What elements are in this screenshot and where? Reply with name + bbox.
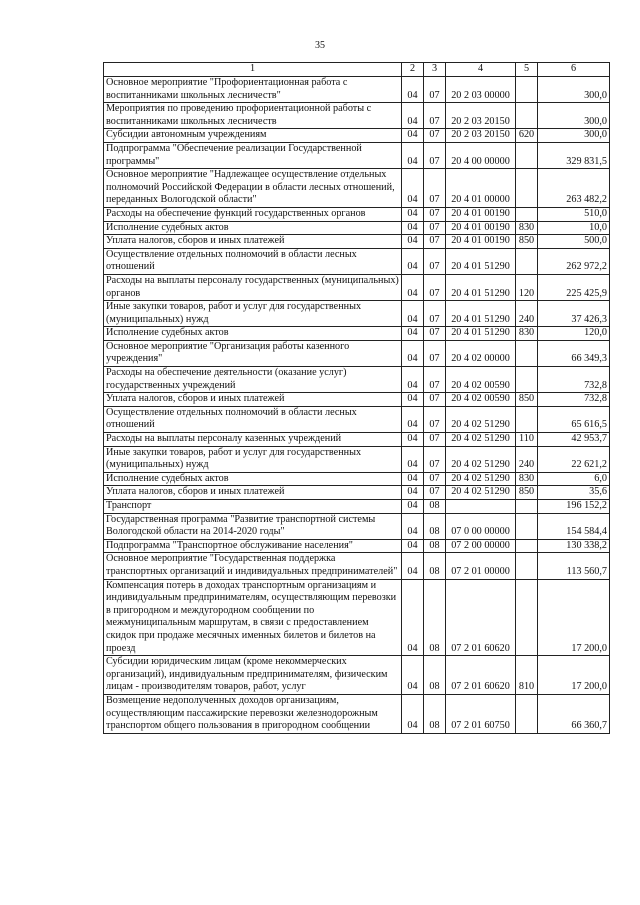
row-section: 04 [402, 301, 424, 327]
row-name: Основное мероприятие "Надлежащее осуществление отдельных полномочий Российской Федерации в области лесных отношений, переданных Вологодской области" [104, 169, 402, 208]
row-expense-type: 850 [516, 235, 538, 249]
row-target-article: 20 4 00 00000 [446, 142, 516, 168]
row-subsection: 07 [424, 207, 446, 221]
row-subsection: 07 [424, 142, 446, 168]
row-subsection: 07 [424, 248, 446, 274]
row-expense-type: 240 [516, 301, 538, 327]
row-section: 04 [402, 367, 424, 393]
row-name: Компенсация потерь в доходах транспортным организациям и индивидуальным предпринимателям, осуществляющим перевозки в пригородном и междугородном сообщении по межмуниципальным маршрутам, в связи с предоставлением скидок при продаже месячных именных билетов и билетов на проезд [104, 579, 402, 656]
table-row [104, 327, 610, 341]
row-name: Исполнение судебных актов [104, 327, 402, 341]
table-row [104, 486, 610, 500]
header-cell: 1 [104, 63, 402, 77]
row-amount: 42 953,7 [538, 433, 610, 447]
row-target-article: 07 2 01 60620 [446, 656, 516, 695]
row-name: Расходы на обеспечение деятельности (оказание услуг) государственных учреждений [104, 367, 402, 393]
row-name: Уплата налогов, сборов и иных платежей [104, 393, 402, 407]
row-section: 04 [402, 446, 424, 472]
row-name: Подпрограмма "Обеспечение реализации Государственной программы" [104, 142, 402, 168]
row-name: Государственная программа "Развитие транспортной системы Вологодской области на 2014-2020 годы" [104, 513, 402, 539]
header-cell: 6 [538, 63, 610, 77]
row-section: 04 [402, 340, 424, 366]
table-row [104, 274, 610, 300]
row-target-article [446, 500, 516, 514]
row-section: 04 [402, 274, 424, 300]
row-name: Транспорт [104, 500, 402, 514]
header-cell: 4 [446, 63, 516, 77]
row-amount: 22 621,2 [538, 446, 610, 472]
row-expense-type: 850 [516, 393, 538, 407]
row-name: Основное мероприятие "Организация работы казенного учреждения" [104, 340, 402, 366]
row-amount: 500,0 [538, 235, 610, 249]
row-amount: 35,6 [538, 486, 610, 500]
row-target-article: 20 4 01 00190 [446, 221, 516, 235]
table-row [104, 77, 610, 103]
row-subsection: 07 [424, 406, 446, 432]
table-row [104, 221, 610, 235]
row-target-article: 20 4 01 00190 [446, 207, 516, 221]
row-expense-type [516, 553, 538, 579]
row-section: 04 [402, 486, 424, 500]
row-amount: 37 426,3 [538, 301, 610, 327]
row-subsection: 08 [424, 539, 446, 553]
row-target-article: 20 4 02 51290 [446, 433, 516, 447]
row-subsection: 07 [424, 77, 446, 103]
row-expense-type [516, 579, 538, 656]
row-amount: 113 560,7 [538, 553, 610, 579]
row-amount: 66 349,3 [538, 340, 610, 366]
table-row [104, 513, 610, 539]
row-amount: 17 200,0 [538, 656, 610, 695]
table-row [104, 553, 610, 579]
row-target-article: 20 4 01 51290 [446, 327, 516, 341]
row-expense-type [516, 694, 538, 733]
row-target-article: 20 4 02 51290 [446, 472, 516, 486]
row-expense-type: 810 [516, 656, 538, 695]
row-name: Исполнение судебных актов [104, 472, 402, 486]
table-row [104, 248, 610, 274]
row-section: 04 [402, 393, 424, 407]
row-subsection: 07 [424, 340, 446, 366]
row-target-article: 20 4 02 00590 [446, 367, 516, 393]
table-row [104, 433, 610, 447]
row-expense-type [516, 513, 538, 539]
row-subsection: 08 [424, 694, 446, 733]
table-body [104, 77, 610, 734]
row-section: 04 [402, 513, 424, 539]
row-subsection: 07 [424, 274, 446, 300]
row-subsection: 07 [424, 221, 446, 235]
row-section: 04 [402, 539, 424, 553]
row-name: Осуществление отдельных полномочий в области лесных отношений [104, 406, 402, 432]
row-name: Субсидии автономным учреждениям [104, 129, 402, 143]
row-target-article: 20 4 01 00000 [446, 169, 516, 208]
row-subsection: 08 [424, 656, 446, 695]
row-expense-type: 830 [516, 472, 538, 486]
row-expense-type [516, 207, 538, 221]
row-subsection: 07 [424, 327, 446, 341]
row-target-article: 20 4 02 51290 [446, 406, 516, 432]
row-amount: 329 831,5 [538, 142, 610, 168]
table-row [104, 500, 610, 514]
row-expense-type [516, 406, 538, 432]
row-subsection: 08 [424, 553, 446, 579]
row-subsection: 07 [424, 235, 446, 249]
row-amount: 510,0 [538, 207, 610, 221]
row-name: Уплата налогов, сборов и иных платежей [104, 235, 402, 249]
header-cell: 3 [424, 63, 446, 77]
row-target-article: 20 2 03 00000 [446, 77, 516, 103]
table-row [104, 169, 610, 208]
row-subsection: 07 [424, 486, 446, 500]
row-expense-type: 120 [516, 274, 538, 300]
row-section: 04 [402, 327, 424, 341]
row-name: Подпрограмма "Транспортное обслуживание населения" [104, 539, 402, 553]
row-section: 04 [402, 694, 424, 733]
row-section: 04 [402, 207, 424, 221]
row-subsection: 07 [424, 446, 446, 472]
row-amount: 225 425,9 [538, 274, 610, 300]
row-expense-type [516, 142, 538, 168]
row-expense-type: 850 [516, 486, 538, 500]
table-row [104, 340, 610, 366]
row-amount: 130 338,2 [538, 539, 610, 553]
header-cell: 5 [516, 63, 538, 77]
row-section: 04 [402, 169, 424, 208]
row-expense-type: 110 [516, 433, 538, 447]
row-name: Мероприятия по проведению профориентационной работы с воспитанниками школьных лесничеств [104, 103, 402, 129]
row-target-article: 20 4 01 51290 [446, 301, 516, 327]
page-number: 35 [315, 40, 325, 51]
row-target-article: 20 2 03 20150 [446, 103, 516, 129]
row-target-article: 20 4 01 00190 [446, 235, 516, 249]
table-row [104, 472, 610, 486]
row-section: 04 [402, 656, 424, 695]
row-amount: 10,0 [538, 221, 610, 235]
table-row [104, 142, 610, 168]
row-section: 04 [402, 248, 424, 274]
row-amount: 6,0 [538, 472, 610, 486]
table-row [104, 446, 610, 472]
row-amount: 66 360,7 [538, 694, 610, 733]
row-name: Расходы на выплаты персоналу государственных (муниципальных) органов [104, 274, 402, 300]
table-row [104, 207, 610, 221]
row-section: 04 [402, 142, 424, 168]
row-subsection: 07 [424, 129, 446, 143]
row-amount: 300,0 [538, 103, 610, 129]
row-target-article: 20 4 02 00000 [446, 340, 516, 366]
row-section: 04 [402, 472, 424, 486]
row-amount: 262 972,2 [538, 248, 610, 274]
budget-table [103, 62, 610, 734]
row-subsection: 07 [424, 472, 446, 486]
table-row [104, 406, 610, 432]
row-section: 04 [402, 129, 424, 143]
row-name: Осуществление отдельных полномочий в области лесных отношений [104, 248, 402, 274]
row-expense-type [516, 248, 538, 274]
row-expense-type [516, 340, 538, 366]
row-section: 04 [402, 77, 424, 103]
row-section: 04 [402, 406, 424, 432]
row-target-article: 20 4 02 51290 [446, 486, 516, 500]
row-amount: 65 616,5 [538, 406, 610, 432]
row-subsection: 08 [424, 500, 446, 514]
row-subsection: 08 [424, 513, 446, 539]
row-section: 04 [402, 221, 424, 235]
row-name: Расходы на выплаты персоналу казенных учреждений [104, 433, 402, 447]
row-name: Иные закупки товаров, работ и услуг для государственных (муниципальных) нужд [104, 446, 402, 472]
row-section: 04 [402, 579, 424, 656]
row-amount: 732,8 [538, 367, 610, 393]
row-name: Уплата налогов, сборов и иных платежей [104, 486, 402, 500]
row-name: Основное мероприятие "Государственная поддержка транспортных организаций и индивидуальных предпринимателей" [104, 553, 402, 579]
row-target-article: 07 2 01 00000 [446, 553, 516, 579]
row-amount: 17 200,0 [538, 579, 610, 656]
row-target-article: 20 2 03 20150 [446, 129, 516, 143]
header-row [104, 63, 610, 77]
row-expense-type [516, 169, 538, 208]
row-expense-type: 830 [516, 327, 538, 341]
row-target-article: 07 0 00 00000 [446, 513, 516, 539]
row-target-article: 07 2 01 60620 [446, 579, 516, 656]
row-expense-type: 620 [516, 129, 538, 143]
row-name: Основное мероприятие "Профориентационная работа с воспитанниками школьных лесничеств" [104, 77, 402, 103]
row-expense-type [516, 103, 538, 129]
row-amount: 120,0 [538, 327, 610, 341]
row-subsection: 07 [424, 301, 446, 327]
row-expense-type: 240 [516, 446, 538, 472]
table-row [104, 539, 610, 553]
table-row [104, 301, 610, 327]
row-target-article: 07 2 01 60750 [446, 694, 516, 733]
row-expense-type [516, 367, 538, 393]
row-expense-type [516, 77, 538, 103]
table-row [104, 367, 610, 393]
table-row [104, 393, 610, 407]
table-row [104, 235, 610, 249]
row-section: 04 [402, 500, 424, 514]
table-row [104, 656, 610, 695]
row-target-article: 20 4 02 51290 [446, 446, 516, 472]
row-section: 04 [402, 103, 424, 129]
row-expense-type: 830 [516, 221, 538, 235]
row-name: Субсидии юридическим лицам (кроме некоммерческих организаций), индивидуальным предпринимателям, физическим лицам - производителям товаров, работ, услуг [104, 656, 402, 695]
table-row [104, 694, 610, 733]
row-target-article: 20 4 02 00590 [446, 393, 516, 407]
row-section: 04 [402, 235, 424, 249]
row-subsection: 07 [424, 169, 446, 208]
row-expense-type [516, 500, 538, 514]
row-amount: 300,0 [538, 129, 610, 143]
row-name: Исполнение судебных актов [104, 221, 402, 235]
row-section: 04 [402, 553, 424, 579]
table-row [104, 129, 610, 143]
row-name: Расходы на обеспечение функций государственных органов [104, 207, 402, 221]
table-row [104, 103, 610, 129]
row-amount: 263 482,2 [538, 169, 610, 208]
row-amount: 732,8 [538, 393, 610, 407]
row-target-article: 20 4 01 51290 [446, 274, 516, 300]
row-target-article: 20 4 01 51290 [446, 248, 516, 274]
row-amount: 300,0 [538, 77, 610, 103]
row-subsection: 07 [424, 367, 446, 393]
table-row [104, 579, 610, 656]
row-amount: 154 584,4 [538, 513, 610, 539]
row-subsection: 07 [424, 103, 446, 129]
row-subsection: 07 [424, 433, 446, 447]
row-subsection: 07 [424, 393, 446, 407]
row-amount: 196 152,2 [538, 500, 610, 514]
row-name: Возмещение недополученных доходов организациям, осуществляющим пассажирские перевозки железнодорожным транспортом общего пользования в пригородном сообщении [104, 694, 402, 733]
row-name: Иные закупки товаров, работ и услуг для государственных (муниципальных) нужд [104, 301, 402, 327]
header-cell: 2 [402, 63, 424, 77]
row-subsection: 08 [424, 579, 446, 656]
row-section: 04 [402, 433, 424, 447]
row-expense-type [516, 539, 538, 553]
row-target-article: 07 2 00 00000 [446, 539, 516, 553]
